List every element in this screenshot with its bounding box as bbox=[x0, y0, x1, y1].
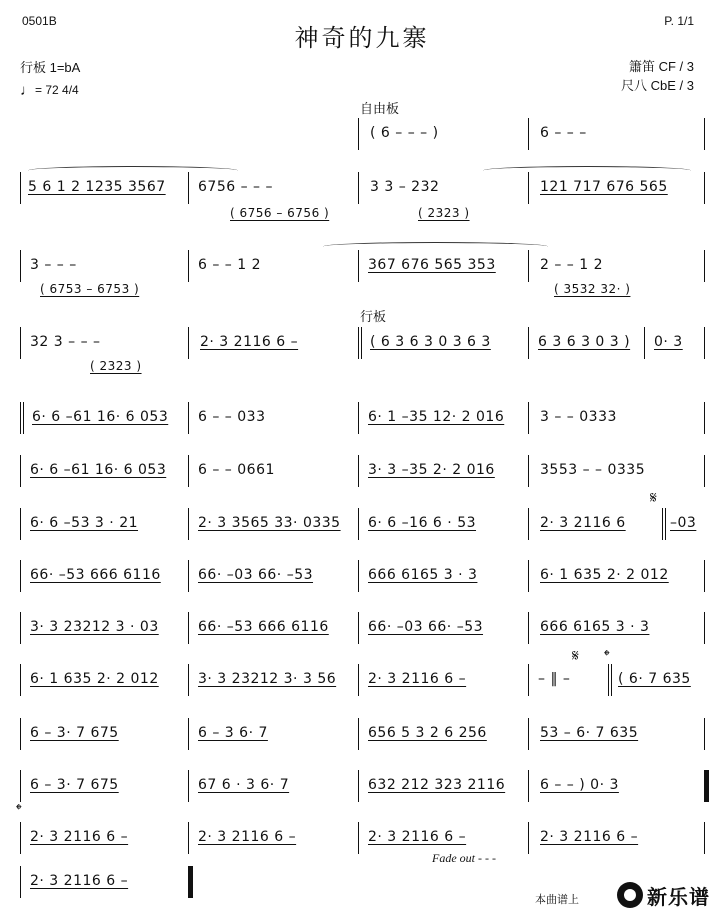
fade-out-mark: Fade out - - - bbox=[432, 851, 496, 865]
measure: 367 676 565 353 bbox=[368, 257, 496, 273]
coda-icon: 𝄌 bbox=[16, 802, 22, 819]
measure: 2· 3 2116 6 – bbox=[200, 334, 299, 350]
final-barline bbox=[188, 866, 193, 898]
measure: ( 6 – – – ) bbox=[370, 125, 439, 141]
measure: 0· 3 bbox=[654, 334, 683, 350]
accompaniment: ( 2323 ) bbox=[90, 359, 142, 373]
measure: 32 3 – – – bbox=[30, 334, 101, 350]
barline bbox=[528, 770, 529, 802]
measure: 6 – – – bbox=[540, 125, 587, 141]
barline bbox=[188, 560, 189, 592]
barline bbox=[20, 508, 21, 540]
barline bbox=[188, 664, 189, 696]
staff-row-9 bbox=[18, 648, 708, 704]
measure: 2 – – 1 2 bbox=[540, 257, 604, 273]
measure: 6· 1 635 2· 2 012 bbox=[540, 567, 669, 583]
barline bbox=[20, 822, 21, 854]
staff-row-3 bbox=[18, 327, 708, 373]
barline bbox=[528, 172, 529, 204]
score-title: 神奇的九寨 bbox=[294, 24, 430, 52]
measure: 6 – – 033 bbox=[198, 409, 266, 425]
measure: 6 – 3 6· 7 bbox=[198, 725, 268, 741]
barline bbox=[704, 718, 705, 750]
barline bbox=[704, 455, 705, 487]
measure: 3· 3 23212 3· 3 56 bbox=[198, 671, 337, 687]
barline bbox=[188, 822, 189, 854]
measure: 3553 – – 0335 bbox=[540, 462, 646, 478]
measure: 3 – – 0333 bbox=[540, 409, 617, 425]
measure: 3· 3 23212 3 · 03 bbox=[30, 619, 159, 635]
measure: 66· –03 66· –53 bbox=[198, 567, 314, 583]
repeat-start bbox=[20, 402, 24, 434]
measure: 656 5 3 2 6 256 bbox=[368, 725, 487, 741]
logo-text: 新乐谱 bbox=[647, 884, 710, 909]
staff-row-10 bbox=[18, 718, 708, 758]
measure: 3· 3 –35 2· 2 016 bbox=[368, 462, 495, 478]
segno-icon: 𝄋 bbox=[650, 490, 657, 507]
barline bbox=[20, 664, 21, 696]
measure: 66· –03 66· –53 bbox=[368, 619, 484, 635]
measure: 6 – – 0661 bbox=[198, 462, 275, 478]
barline bbox=[188, 718, 189, 750]
repeat-end bbox=[704, 770, 709, 802]
measure: 2· 3 2116 6 – bbox=[368, 671, 467, 687]
staff-row-1 bbox=[18, 172, 708, 220]
measure: ( 6· 7 635 bbox=[618, 671, 691, 687]
barline bbox=[704, 822, 705, 854]
barline bbox=[20, 560, 21, 592]
barline bbox=[358, 455, 359, 487]
staff-row-12 bbox=[16, 802, 708, 862]
barline bbox=[358, 402, 359, 434]
staff-row-4 bbox=[18, 402, 708, 442]
site-logo bbox=[617, 880, 710, 910]
measure: 6· 6 –53 3 · 21 bbox=[30, 515, 139, 531]
barline bbox=[188, 250, 189, 282]
measure: 6 3 6 3 0 3 ) bbox=[538, 334, 631, 350]
meter-text: = 72 4/4 bbox=[35, 83, 79, 97]
staff-row-7 bbox=[18, 560, 708, 600]
measure: 6· 6 –16 6 · 53 bbox=[368, 515, 477, 531]
coda-icon: 𝄌 bbox=[604, 648, 610, 665]
measure: 632 212 323 2116 bbox=[368, 777, 506, 793]
measure: 6 – – ) 0· 3 bbox=[540, 777, 619, 793]
double-barline bbox=[662, 508, 666, 540]
measure: 2· 3 2116 6 bbox=[540, 515, 626, 531]
measure: 6· 1 –35 12· 2 016 bbox=[368, 409, 505, 425]
staff-row-5 bbox=[18, 455, 708, 495]
barline bbox=[528, 612, 529, 644]
barline bbox=[528, 560, 529, 592]
measure: 66· –53 666 6116 bbox=[198, 619, 329, 635]
measure: 6· 1 635 2· 2 012 bbox=[30, 671, 159, 687]
barline bbox=[20, 250, 21, 282]
accompaniment: ( 6753 – 6753 ) bbox=[40, 282, 140, 296]
section-free-tempo: 自由板 bbox=[360, 101, 400, 116]
measure: 67 6 · 3 6· 7 bbox=[198, 777, 290, 793]
meter bbox=[20, 82, 79, 99]
instrument-2: 尺八 CbE / 3 bbox=[621, 78, 694, 93]
barline bbox=[188, 508, 189, 540]
measure: 6 – 3· 7 675 bbox=[30, 725, 119, 741]
measure: 6· 6 –61 16· 6 053 bbox=[30, 462, 167, 478]
barline bbox=[20, 718, 21, 750]
quarter-note-icon: ♩ bbox=[20, 82, 35, 99]
barline bbox=[704, 402, 705, 434]
measure: 3 3 – 232 bbox=[370, 179, 440, 195]
source-note: 本曲谱上 bbox=[535, 894, 579, 906]
barline bbox=[20, 612, 21, 644]
barline bbox=[358, 612, 359, 644]
barline bbox=[188, 612, 189, 644]
barline bbox=[704, 250, 705, 282]
measure: 666 6165 3 · 3 bbox=[540, 619, 650, 635]
measure: 66· –53 666 6116 bbox=[30, 567, 161, 583]
barline bbox=[528, 118, 529, 150]
barline bbox=[358, 508, 359, 540]
section-andante: 行板 bbox=[360, 309, 387, 324]
measure: 2· 3 2116 6 – bbox=[30, 829, 129, 845]
segno-icon: 𝄋 bbox=[572, 648, 579, 665]
barline bbox=[528, 455, 529, 487]
staff-row-8 bbox=[18, 612, 708, 652]
barline bbox=[528, 508, 529, 540]
barline bbox=[20, 327, 21, 359]
barline bbox=[528, 327, 529, 359]
measure: 2· 3 3565 33· 0335 bbox=[198, 515, 341, 531]
barline bbox=[188, 327, 189, 359]
staff-row-6 bbox=[18, 490, 708, 548]
measure: 3 – – – bbox=[30, 257, 77, 273]
staff-row-11 bbox=[18, 770, 708, 810]
measure: 6 – 3· 7 675 bbox=[30, 777, 119, 793]
barline bbox=[20, 172, 21, 204]
barline bbox=[528, 402, 529, 434]
barline bbox=[358, 770, 359, 802]
barline bbox=[704, 118, 705, 150]
double-barline bbox=[358, 327, 362, 359]
barline bbox=[188, 455, 189, 487]
staff-row-0 bbox=[18, 118, 708, 158]
barline bbox=[188, 770, 189, 802]
barline bbox=[358, 560, 359, 592]
measure: 5 6 1 2 1235 3567 bbox=[28, 179, 166, 195]
barline bbox=[358, 118, 359, 150]
barline bbox=[704, 560, 705, 592]
barline bbox=[358, 250, 359, 282]
page-number: P. 1/1 bbox=[664, 14, 694, 28]
barline bbox=[358, 718, 359, 750]
measure: –03 bbox=[670, 515, 697, 531]
barline bbox=[644, 327, 645, 359]
tempo-mark: 行板 1=bA bbox=[20, 60, 81, 75]
score-code: 0501B bbox=[22, 14, 57, 28]
measure: 6 – – 1 2 bbox=[198, 257, 262, 273]
double-barline bbox=[608, 664, 612, 696]
measure: 6756 – – – bbox=[198, 179, 273, 195]
measure: 53 – 6· 7 635 bbox=[540, 725, 639, 741]
barline bbox=[528, 718, 529, 750]
barline bbox=[188, 402, 189, 434]
barline bbox=[358, 172, 359, 204]
staff-row-2 bbox=[18, 250, 708, 296]
logo-icon bbox=[617, 882, 643, 908]
barline bbox=[20, 455, 21, 487]
accompaniment: ( 3532 32· ) bbox=[554, 282, 631, 296]
barline bbox=[704, 172, 705, 204]
accompaniment: ( 2323 ) bbox=[418, 206, 470, 220]
measure: 666 6165 3 · 3 bbox=[368, 567, 478, 583]
measure: 6· 6 –61 16· 6 053 bbox=[32, 409, 169, 425]
barline bbox=[20, 866, 21, 898]
barline bbox=[528, 822, 529, 854]
barline bbox=[358, 822, 359, 854]
barline bbox=[358, 664, 359, 696]
measure: 2· 3 2116 6 – bbox=[540, 829, 639, 845]
accompaniment: ( 6756 – 6756 ) bbox=[230, 206, 330, 220]
instrument-1: 簫笛 CF / 3 bbox=[628, 59, 694, 74]
barline bbox=[704, 327, 705, 359]
barline bbox=[704, 612, 705, 644]
barline bbox=[20, 770, 21, 802]
staff-row-13 bbox=[18, 866, 708, 906]
measure: ( 6 3 6 3 0 3 6 3 bbox=[370, 334, 491, 350]
slur bbox=[323, 242, 548, 251]
slur bbox=[28, 166, 238, 175]
measure: – ‖ – bbox=[538, 671, 571, 687]
barline bbox=[528, 664, 529, 696]
slur bbox=[483, 166, 691, 175]
barline bbox=[528, 250, 529, 282]
measure: 2· 3 2116 6 – bbox=[30, 873, 129, 889]
measure: 2· 3 2116 6 – bbox=[198, 829, 297, 845]
measure: 121 717 676 565 bbox=[540, 179, 668, 195]
measure: 2· 3 2116 6 – bbox=[368, 829, 467, 845]
barline bbox=[188, 172, 189, 204]
